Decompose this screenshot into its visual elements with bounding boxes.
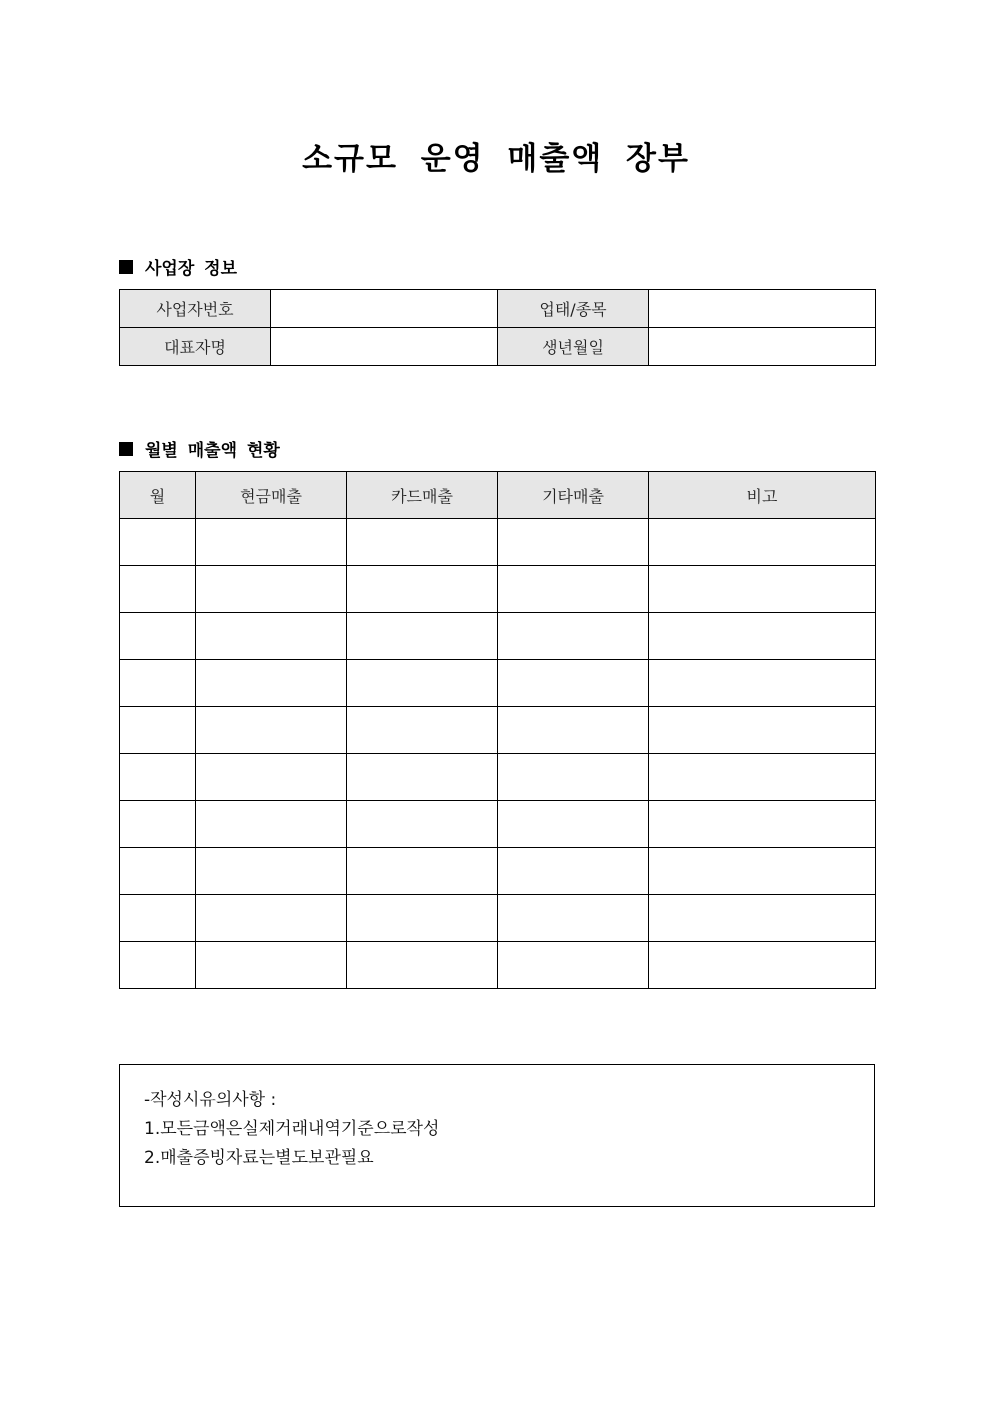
remarks-cell[interactable] [649,848,876,895]
business-info-table [119,289,876,366]
table-row [120,848,876,895]
table-row [120,328,876,366]
business-type-field[interactable] [649,290,876,328]
monthly-sales-heading-text: 월별 매출액 현황 [145,441,280,461]
cash-sales-cell[interactable] [196,895,347,942]
month-cell[interactable] [120,754,196,801]
month-cell[interactable] [120,895,196,942]
cash-sales-cell[interactable] [196,660,347,707]
column-header-month: 월 [120,472,196,519]
table-row [120,660,876,707]
other-sales-cell[interactable] [498,613,649,660]
cash-sales-cell[interactable] [196,519,347,566]
month-cell[interactable] [120,848,196,895]
monthly-sales-table [119,471,876,989]
other-sales-cell[interactable] [498,660,649,707]
column-header-cash-sales: 현금매출 [196,472,347,519]
remarks-cell[interactable] [649,942,876,989]
business-number-label: 사업자번호 [120,290,271,328]
cash-sales-cell[interactable] [196,707,347,754]
card-sales-cell[interactable] [347,942,498,989]
month-cell[interactable] [120,660,196,707]
month-cell[interactable] [120,613,196,660]
card-sales-cell[interactable] [347,566,498,613]
table-row [120,895,876,942]
remarks-cell[interactable] [649,566,876,613]
cash-sales-cell[interactable] [196,848,347,895]
representative-name-field[interactable] [271,328,498,366]
cash-sales-cell[interactable] [196,566,347,613]
cash-sales-cell[interactable] [196,801,347,848]
month-cell[interactable] [120,801,196,848]
square-bullet-icon [119,442,133,456]
table-row [120,566,876,613]
column-header-card-sales: 카드매출 [347,472,498,519]
remarks-cell[interactable] [649,519,876,566]
remarks-cell[interactable] [649,707,876,754]
remarks-cell[interactable] [649,754,876,801]
cash-sales-cell[interactable] [196,754,347,801]
other-sales-cell[interactable] [498,942,649,989]
card-sales-cell[interactable] [347,895,498,942]
other-sales-cell[interactable] [498,566,649,613]
other-sales-cell[interactable] [498,848,649,895]
document-title: 소규모 운영 매출액 장부 [302,141,690,177]
note-item: 2.매출증빙자료는별도보관필요 [144,1148,374,1168]
card-sales-cell[interactable] [347,848,498,895]
month-cell[interactable] [120,519,196,566]
monthly-sales-heading [119,436,280,461]
remarks-cell[interactable] [649,801,876,848]
birth-date-field[interactable] [649,328,876,366]
table-row [120,519,876,566]
business-info-heading [119,254,237,279]
notes-box [119,1064,875,1207]
month-cell[interactable] [120,707,196,754]
business-type-label: 업태/종목 [498,290,649,328]
table-row [120,801,876,848]
table-row [120,942,876,989]
table-row [120,290,876,328]
cash-sales-cell[interactable] [196,613,347,660]
table-row [120,754,876,801]
business-number-field[interactable] [271,290,498,328]
business-info-heading-text: 사업장 정보 [145,259,238,279]
month-cell[interactable] [120,566,196,613]
column-header-remarks: 비고 [649,472,876,519]
notes-heading: -작성시유의사항 : [144,1090,277,1110]
other-sales-cell[interactable] [498,519,649,566]
square-bullet-icon [119,260,133,274]
card-sales-cell[interactable] [347,707,498,754]
month-cell[interactable] [120,942,196,989]
other-sales-cell[interactable] [498,801,649,848]
remarks-cell[interactable] [649,895,876,942]
card-sales-cell[interactable] [347,754,498,801]
table-row [120,707,876,754]
note-item: 1.모든금액은실제거래내역기준으로작성 [144,1119,440,1139]
card-sales-cell[interactable] [347,519,498,566]
birth-date-label: 생년월일 [498,328,649,366]
cash-sales-cell[interactable] [196,942,347,989]
card-sales-cell[interactable] [347,801,498,848]
remarks-cell[interactable] [649,660,876,707]
card-sales-cell[interactable] [347,660,498,707]
table-row [120,613,876,660]
table-header-row [120,472,876,519]
other-sales-cell[interactable] [498,895,649,942]
column-header-other-sales: 기타매출 [498,472,649,519]
representative-name-label: 대표자명 [120,328,271,366]
other-sales-cell[interactable] [498,707,649,754]
remarks-cell[interactable] [649,613,876,660]
other-sales-cell[interactable] [498,754,649,801]
card-sales-cell[interactable] [347,613,498,660]
